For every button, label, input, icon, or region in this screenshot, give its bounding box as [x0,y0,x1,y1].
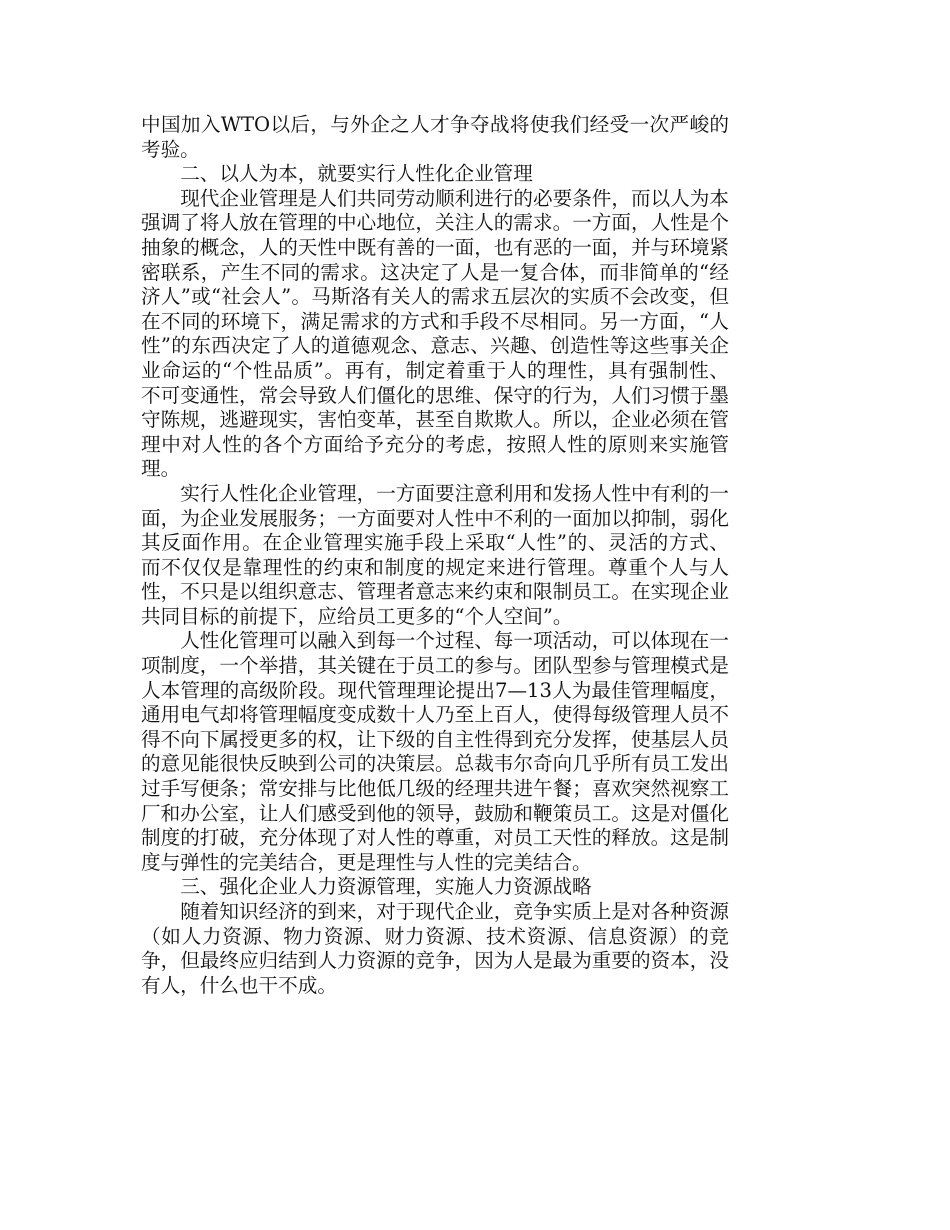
paragraph-modern-management: 现代企业管理是人们共同劳动顺利进行的必要条件，而以人为本强调了将人放在管理的中心地位，关注人的需求。一方面，人性是个抽象的概念，人的天性中既有善的一面，也有恶的一面，并与环境紧密联系，产生不同的需求。这决定了人是一复合体，而非简单的“经济人”或“社会人”。马斯洛有关人的需求五层次的实质不会改变，但在不同的环境下，满足需求的方式和手段不尽相同。另一方面，“人性”的东西决定了人的道德观念、意志、兴趣、创造性等这些事关企业命运的“个性品质”。再有，制定着重于人的理性，具有强制性、不可变通性，常会导致人们僵化的思维、保守的行为，人们习惯于墨守陈规，逃避现实，害怕变革，甚至自欺欺人。所以，企业必须在管理中对人性的各个方面给予充分的考虑，按照人性的原则来实施管理。 [141,186,729,481]
paragraph-wto-challenge: 中国加入WTO以后，与外企之人才争夺战将使我们经受一次严峻的考验。 [141,113,729,161]
document-page [141,113,729,998]
paragraph-participation: 人性化管理可以融入到每一个过程、每一项活动，可以体现在一项制度，一个举措，其关键在于员工的参与。团队型参与管理模式是人本管理的高级阶段。现代管理理论提出7—13人为最佳管理幅度，通用电气却将管理幅度变成数十人乃至上百人，使得每级管理人员不得不向下属授更多的权，让下级的自主性得到充分发挥，使基层人员的意见能很快反映到公司的决策层。总裁韦尔奇向几乎所有员工发出过手写便条；常安排与比他低几级的经理共进午餐；喜欢突然视察工厂和办公室，让人们感受到他的领导，鼓励和鞭策员工。这是对僵化制度的打破，充分体现了对人性的尊重，对员工天性的释放。这是制度与弹性的完美结合，更是理性与人性的完美结合。 [141,629,729,874]
paragraph-human-resources: 随着知识经济的到来，对于现代企业，竞争实质上是对各种资源（如人力资源、物力资源、财力资源、技术资源、信息资源）的竞争，但最终应归结到人力资源的竞争，因为人是最为重要的资本，没有人，什么也干不成。 [141,900,729,997]
section-heading-2: 二、以人为本，就要实行人性化企业管理 [180,162,533,186]
paragraph-humanized-management: 实行人性化企业管理，一方面要注意利用和发扬人性中有利的一面，为企业发展服务；一方面要对人性中不利的一面加以抑制，弱化其反面作用。在企业管理实施手段上采取“人性”的、灵活的方式、而不仅仅是靠理性的约束和制度的规定来进行管理。尊重个人与人性，不只是以组织意志、管理者意志来约束和限制员工。在实现企业共同目标的前提下，应给员工更多的“个人空间”。 [141,481,729,628]
section-heading-3: 三、强化企业人力资源管理，实施人力资源战略 [180,875,592,899]
